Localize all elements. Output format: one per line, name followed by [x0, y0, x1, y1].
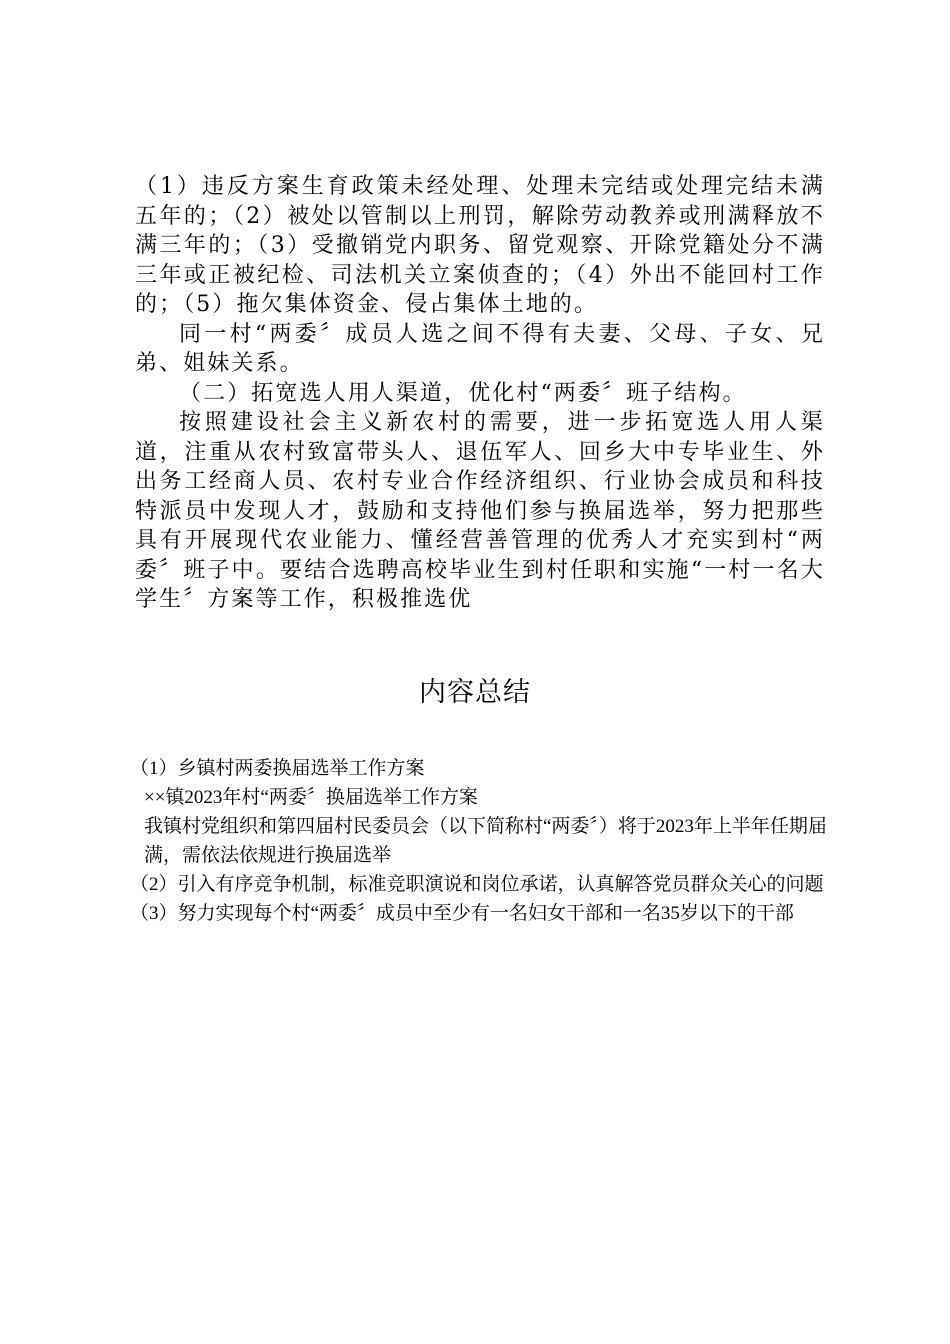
- summary-title: 内容总结: [419, 677, 531, 708]
- summary-item: ××镇2023年村“两委〞换届选举工作方案: [144, 787, 478, 808]
- paragraph-section-heading: （二）拓宽选人用人渠道，优化村“两委〞班子结构。: [179, 380, 747, 406]
- paragraph-talent-channels: 按照建设社会主义新农村的需要，进一步拓宽选人用人渠道，注重从农村致富带头人、退伍军人、回乡大中专毕业生、外出务工经商人员、农村专业合作经济组织、行业协会成员和科技特派员中发现人才，鼓励和支持他们参与换届选举，努力把那些具有开展现代农业能力、懂经营善管理的优秀人才充实到村“两委〞班子中。要结合选聘高校毕业生到村任职和实施“一村一名大学生〞方案等工作，积极推选优: [135, 410, 825, 612]
- summary-item: （3）努力实现每个村“两委〞成员中至少有一名妇女干部和一名35岁以下的干部: [130, 903, 794, 924]
- paragraph-kinship-rule: 同一村“两委〞成员人选之间不得有夫妻、父母、子女、兄弟、姐妹关系。: [135, 321, 825, 376]
- summary-item: 我镇村党组织和第四届村民委员会（以下简称村“两委〞）将于2023年上半年任期届满，需依法依规进行换届选举: [144, 816, 827, 866]
- paragraph-disqualifications: （1）违反方案生育政策未经处理、处理未完结或处理完结未满五年的；（2）被处以管制以上刑罚，解除劳动教养或刑满释放不满三年的；（3）受撤销党内职务、留党观察、开除党籍处分不满三年或正被纪检、司法机关立案侦查的；（4）外出不能回村工作的；（5）拖欠集体资金、侵占集体土地的。: [135, 174, 825, 317]
- summary-item: （2）引入有序竞争机制，标准竞职演说和岗位承诺，认真解答党员群众关心的问题: [130, 874, 824, 895]
- summary-list: [130, 754, 830, 928]
- document-body: [135, 172, 825, 615]
- summary-item: （1）乡镇村两委换届选举工作方案: [130, 758, 425, 779]
